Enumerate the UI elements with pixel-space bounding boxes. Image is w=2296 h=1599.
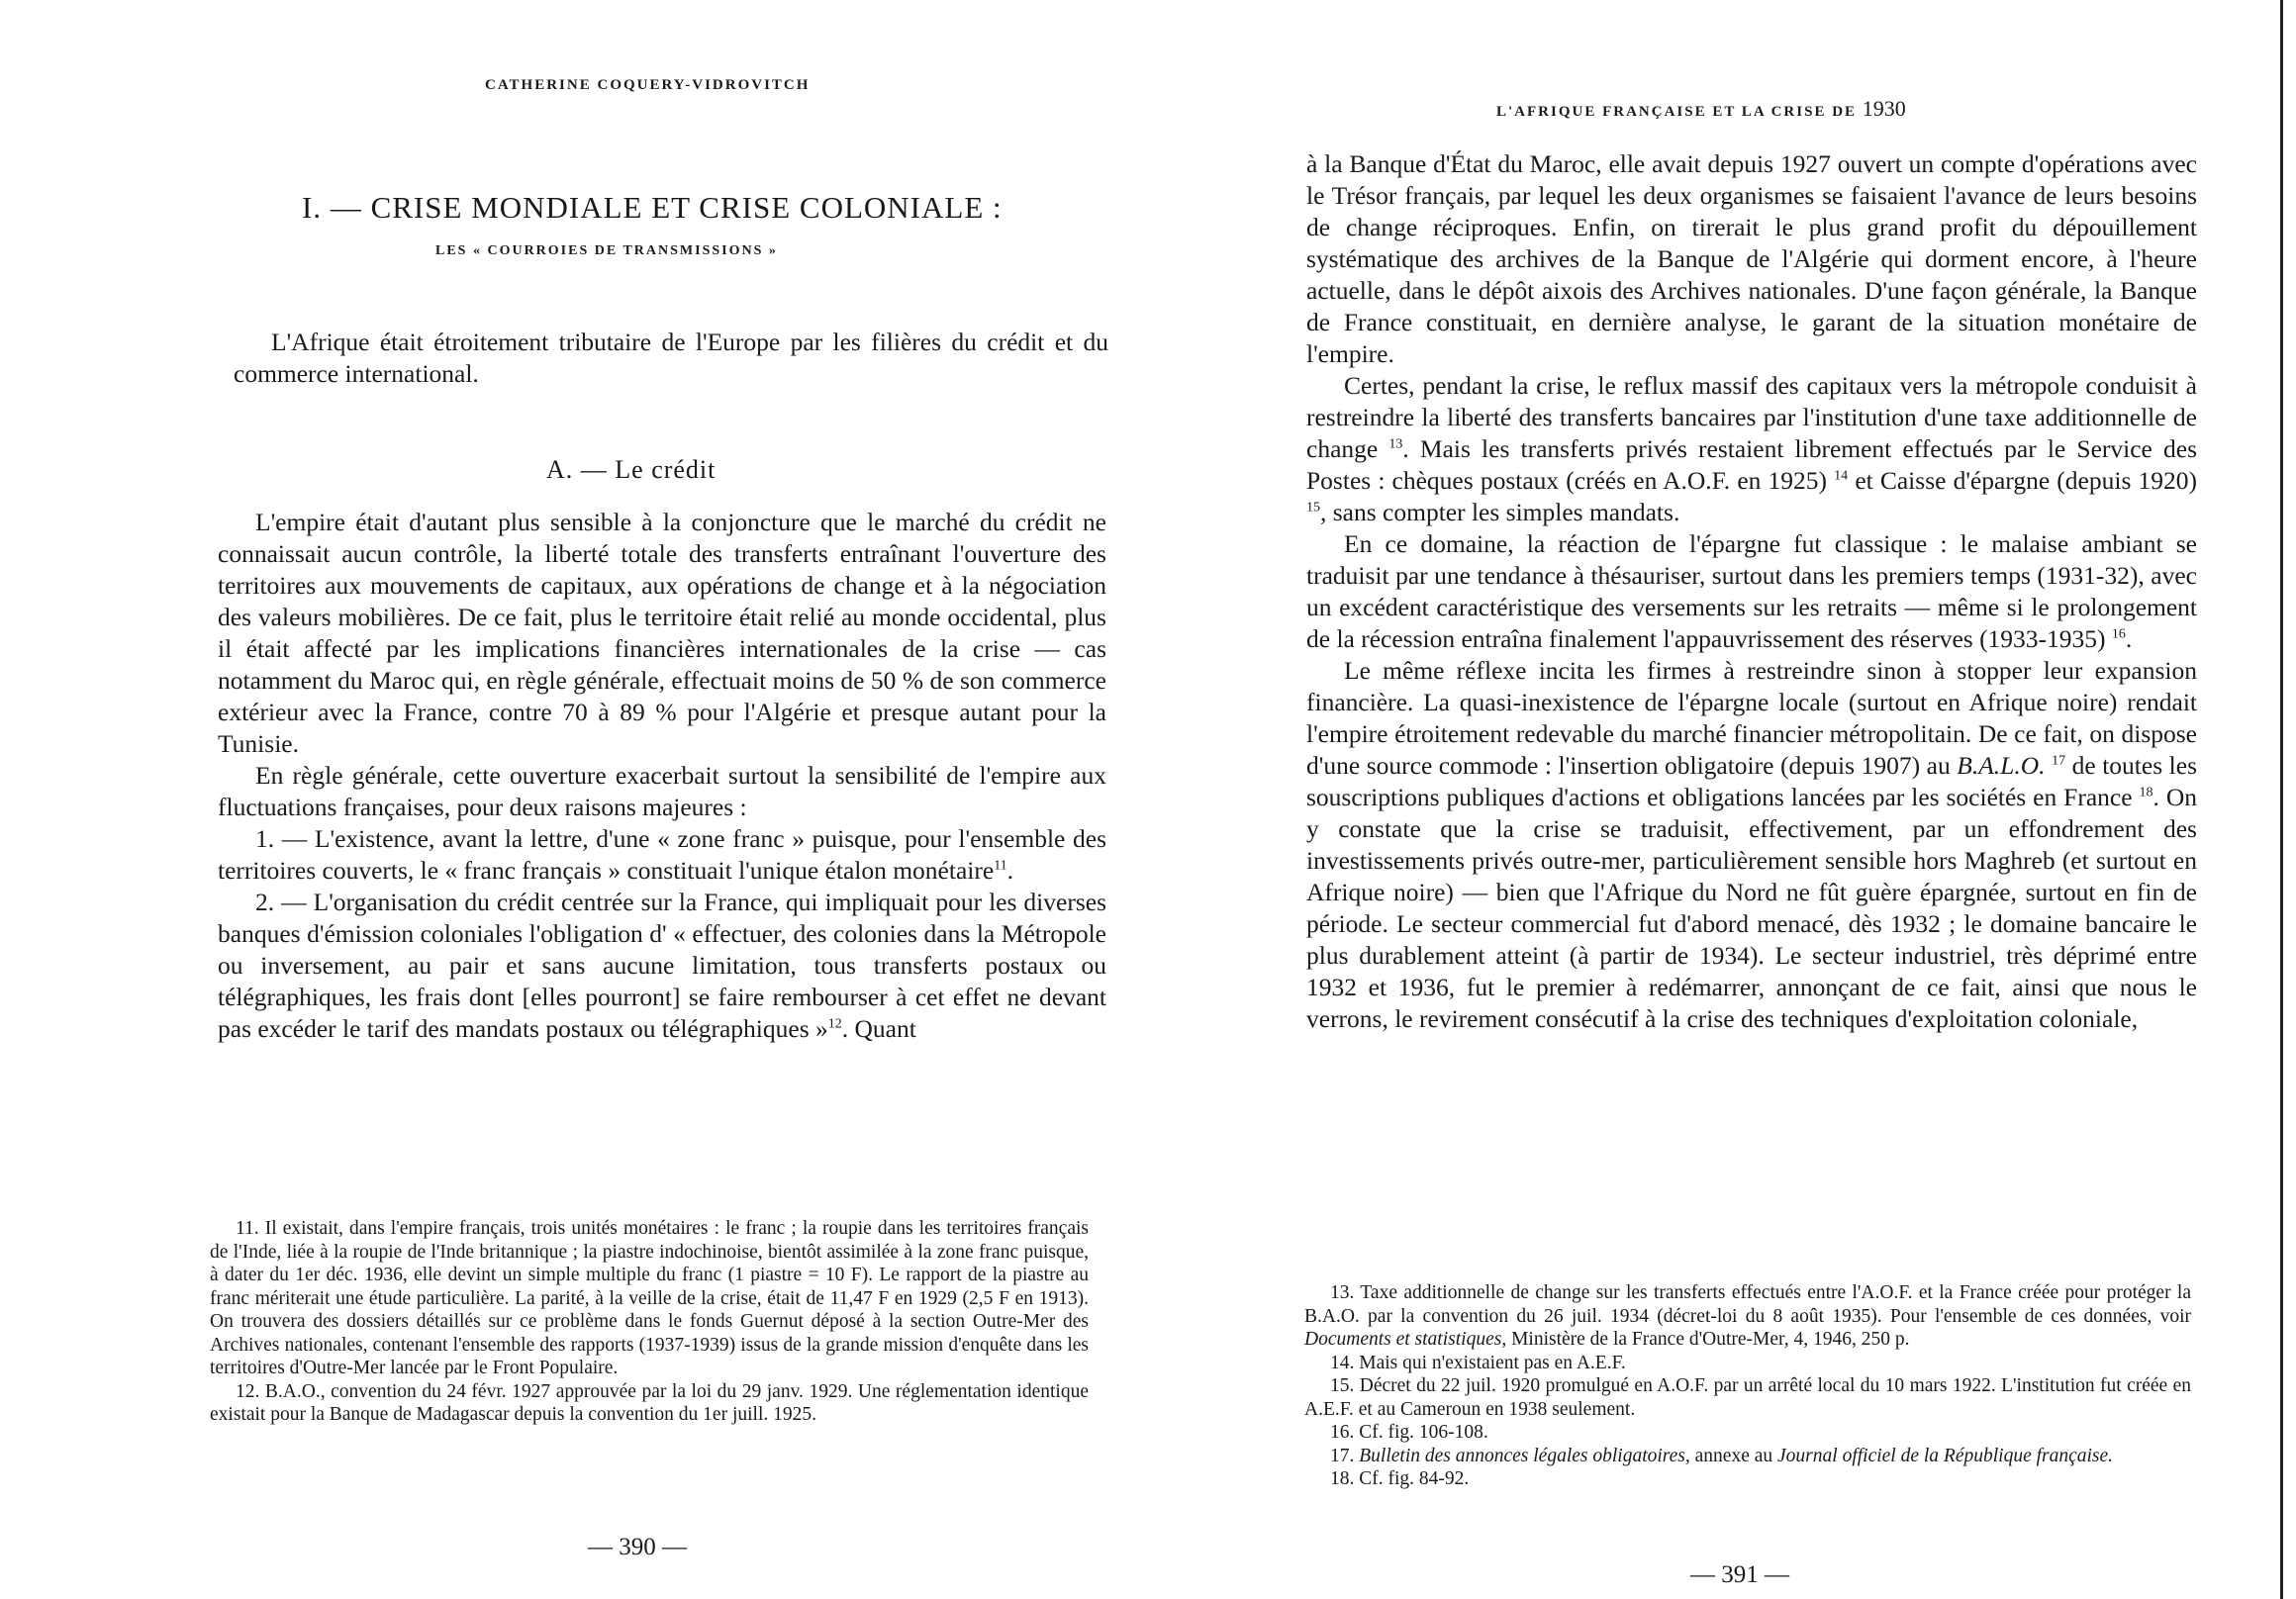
page-edge-line xyxy=(2280,0,2283,1599)
footnote-ref-15[interactable]: 15 xyxy=(1306,500,1320,516)
footnote-ref-17[interactable]: 17 xyxy=(2052,753,2066,769)
running-head-right-text: L'AFRIQUE FRANÇAISE ET LA CRISE DE xyxy=(1496,104,1858,120)
left-paragraph-2: En règle générale, cette ouverture exacerbait surtout la sensibilité de l'empire aux fluctuations françaises, pour deux raisons majeures : xyxy=(218,761,1106,821)
left-footnotes xyxy=(210,1217,1089,1427)
right-paragraph-3-tail: . xyxy=(2125,624,2133,653)
right-paragraph-2-b: . Mais les transferts privés restaient librement effectués par le Service des Postes : chèques postaux (créés en A.O.F. en 1925) xyxy=(1306,434,2197,495)
intro-paragraph xyxy=(234,327,1108,390)
left-paragraph-3: 1. — L'existence, avant la lettre, d'une « zone franc » puisque, pour l'ensemble des territoires couverts, le « franc français » constituait l'unique étalon monétaire$^{11}$. xyxy=(218,824,1106,885)
footnote-ref-13[interactable]: 13 xyxy=(1388,436,1403,452)
right-page xyxy=(1148,0,2296,1599)
left-paragraph-1: L'empire était d'autant plus sensible à la conjoncture que le marché du crédit ne connaissait aucun contrôle, la liberté totale des transferts entraînant l'ouverture des territoires aux mouvements de capitaux, aux opérations de change et à la négociation des valeurs mobilières. De ce fait, plus le territoire était relié au monde occidental, plus il était affecté par les implications financières internationales de la crise — cas notamment du Maroc qui, en règle générale, effectuait moins de 50 % de son commerce extérieur avec la France, contre 70 à 89 % pour l'Algérie et presque autant pour la Tunisie. xyxy=(218,508,1106,758)
page-number-left: — 390 — xyxy=(588,1534,687,1560)
footnote-17-italic-1: Bulletin des annonces légales obligatoires, xyxy=(1359,1445,1690,1466)
running-head-left: CATHERINE COQUERY-VIDROVITCH xyxy=(485,77,811,93)
chapter-heading: I. — CRISE MONDIALE ET CRISE COLONIALE : xyxy=(302,190,1003,225)
intro-text: L'Afrique était étroitement tributaire de l'Europe par les filières du crédit et du commerce international. xyxy=(234,328,1108,388)
page-number-right: — 391 — xyxy=(1690,1561,1789,1588)
right-paragraph-3-text: En ce domaine, la réaction de l'épargne fut classique : le malaise ambiant se traduisit par une tendance à thésauriser, surtout dans les premiers temps (1931-32), avec un excédent caractéristique des versements sur les retraits — même si le prolongement de la récession entraîna finalement l'appauvrissement des réserves (1933-1935) xyxy=(1306,529,2197,653)
right-paragraph-3 xyxy=(1306,528,2197,655)
left-body-text xyxy=(218,507,1106,1045)
right-paragraph-1: à la Banque d'État du Maroc, elle avait depuis 1927 ouvert un compte d'opérations avec le Trésor français, par lequel les deux organismes se faisaient l'avance de leurs besoins de change réciproques. Enfin, on tirerait le plus grand profit du dépouillement systématique des archives de la Banque de l'Algérie qui dorment encore, à l'heure actuelle, dans le dépôt aixois des Archives nationales. D'une façon générale, la Banque de France constituait, en dernière analyse, le garant de la situation monétaire de l'empire. xyxy=(1306,149,2197,368)
footnote-17-num: 17. xyxy=(1330,1445,1355,1466)
balo-title: B.A.L.O. xyxy=(1957,751,2046,780)
footnote-17-italic-2: Journal officiel de la République française. xyxy=(1777,1445,2114,1466)
left-paragraph-3-text: 1. — L'existence, avant la lettre, d'une « zone franc » puisque, pour l'ensemble des territoires couverts, le « franc français » constituait l'unique étalon monétaire xyxy=(218,824,1106,885)
right-paragraph-2 xyxy=(1306,370,2197,528)
section-heading: A. — Le crédit xyxy=(546,455,717,484)
left-paragraph-4-text: 2. — L'organisation du crédit centrée sur la France, qui impliquait pour les diverses banques d'émission coloniales l'obligation d' « effectuer, des colonies dans la Métropole ou inversement, au pair et sans aucune limitation, tous transferts postaux ou télégraphiques, les frais dont [elles pourront] se faire rembourser à cet effet ne devant pas excéder le tarif des mandats postaux ou télégraphiques » xyxy=(218,888,1106,1043)
footnote-12: 12. B.A.O., convention du 24 févr. 1927 approuvée par la loi du 29 janv. 1929. Une réglementation identique existait pour la Banque de Madagascar depuis la convention du 1er juill. 1925. xyxy=(210,1380,1089,1425)
right-paragraph-4-b: de toutes les souscriptions publiques d'actions et obligations lancées par les sociétés en France xyxy=(1306,751,2197,811)
footnote-13-b: Ministère de la France d'Outre-Mer, 4, 1946, 250 p. xyxy=(1506,1329,1910,1350)
footnote-15: 15. Décret du 22 juil. 1920 promulgué en A.O.F. par un arrêté local du 10 mars 1922. L'institution fut créée en A.E.F. et au Cameroun en 1938 seulement. xyxy=(1304,1375,2191,1420)
footnote-11: 11. Il existait, dans l'empire français, trois unités monétaires : le franc ; la roupie dans les territoires français de l'Inde, liée à la roupie de l'Inde britannique ; la piastre indochinoise, bientôt assimilée à la zone franc puisque, à dater du 1er déc. 1936, elle devint un simple multiple du franc (1 piastre = 10 F). Le rapport de la piastre au franc mériterait une étude particulière. La parité, à la veille de la crise, était de 11,47 F en 1929 (2,5 F en 1913). On trouvera des dossiers détaillés sur ce problème dans le fonds Guernut déposé à la section Outre-Mer des Archives nationales, contenant l'ensemble des rapports (1937-1939) issus de la grande mission d'enquête dans les territoires d'Outre-Mer lancée par le Front Populaire. xyxy=(210,1218,1089,1378)
chapter-subheading: LES « COURROIES DE TRANSMISSIONS » xyxy=(435,243,778,258)
footnote-ref-14[interactable]: 14 xyxy=(1834,468,1849,484)
right-footnotes xyxy=(1304,1281,2191,1491)
right-paragraph-4-a: Le même réflexe incita les firmes à restreindre sinon à stopper leur expansion financière. La quasi-inexistence de l'épargne locale (surtout en Afrique noire) rendait l'empire étroitement redevable du marché financier métropolitain. De ce fait, on dispose d'une source commode : l'insertion obligatoire (depuis 1907) au xyxy=(1306,656,2197,780)
left-paragraph-4-tail: . Quant xyxy=(841,1014,916,1043)
footnote-18: 18. Cf. fig. 84-92. xyxy=(1330,1468,1470,1489)
running-head-year: 1930 xyxy=(1862,96,1906,121)
right-paragraph-2-a: Certes, pendant la crise, le reflux massif des capitaux vers la métropole conduisit à restreindre la liberté des transferts bancaires par l'institution d'une taxe additionnelle de change xyxy=(1306,371,2197,463)
footnote-17 xyxy=(1304,1445,2191,1468)
footnote-13 xyxy=(1304,1281,2191,1352)
footnote-14: 14. Mais qui n'existaient pas en A.E.F. xyxy=(1330,1352,1626,1373)
footnote-ref-11[interactable]: 11 xyxy=(994,858,1007,874)
footnote-13-italic: Documents et statistiques, xyxy=(1304,1329,1507,1350)
right-paragraph-2-d: , sans compter les simples mandats. xyxy=(1320,498,1680,526)
right-paragraph-2-c: et Caisse d'épargne (depuis 1920) xyxy=(1848,466,2197,495)
left-paragraph-4 xyxy=(218,887,1106,1045)
footnote-ref-12[interactable]: 12 xyxy=(827,1016,842,1032)
footnote-17-mid: annexe au xyxy=(1689,1445,1773,1466)
footnote-16: 16. Cf. fig. 106-108. xyxy=(1330,1422,1488,1443)
footnote-ref-18[interactable]: 18 xyxy=(2139,785,2153,800)
right-body-text xyxy=(1306,148,2197,1035)
right-paragraph-4-c: . On y constate que la crise se traduisit, effectivement, par un effondrement des investissements privés outre-mer, particulièrement sensible hors Maghreb (et surtout en Afrique noire) — bien que l'Afrique du Nord ne fût guère épargnée, surtout en fin de période. Le secteur commercial fut d'abord menacé, dès 1932 ; le domaine bancaire le plus durablement atteint (à partir de 1934). Le secteur industriel, très déprimé entre 1932 et 1936, fut le premier à redémarrer, annonçant de ce fait, ainsi que nous le verrons, le revirement consécutif à la crise des techniques d'exploitation coloniale, xyxy=(1306,783,2198,1033)
footnote-ref-16[interactable]: 16 xyxy=(2111,626,2126,642)
right-paragraph-4 xyxy=(1306,655,2197,1035)
running-head-right xyxy=(1496,96,1906,122)
footnote-13-a: 13. Taxe additionnelle de change sur les transferts effectués entre l'A.O.F. et la France créée pour protéger la B.A.O. par la convention du 26 juil. 1934 (décret-loi du 8 août 1935). Pour l'ensemble de ces données, voir xyxy=(1304,1282,2191,1327)
